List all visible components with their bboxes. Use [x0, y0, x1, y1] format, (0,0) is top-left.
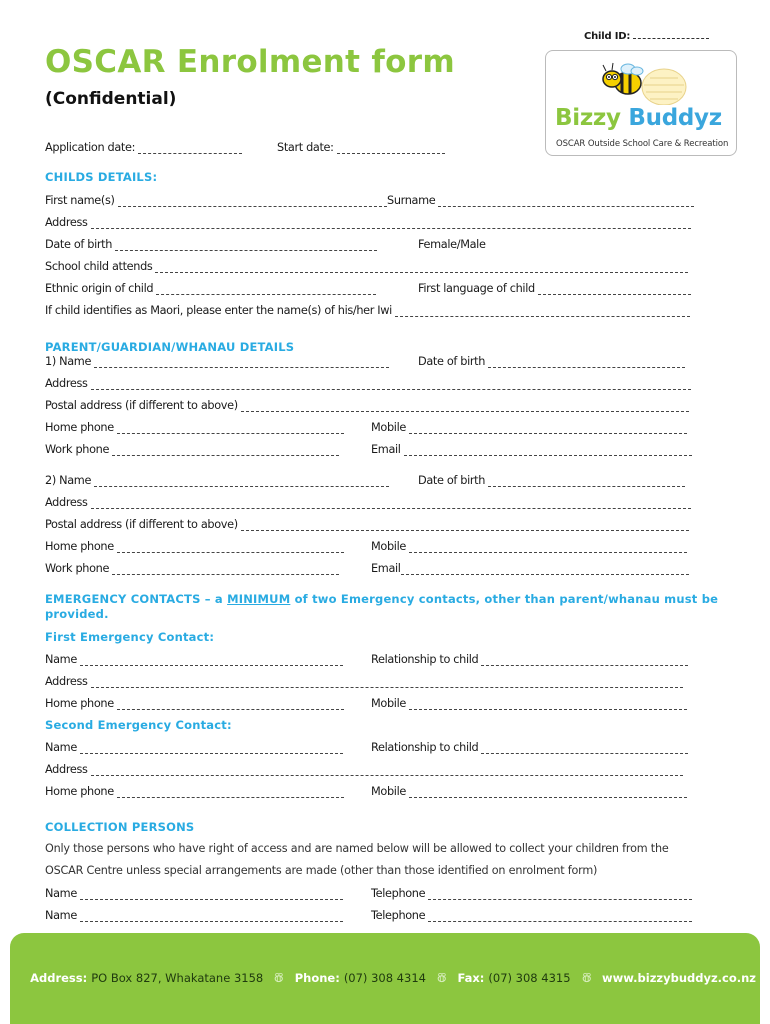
emergency1-home-phone-field	[45, 697, 344, 710]
collection2-telephone-label: Telephone	[371, 909, 426, 922]
child-ethnic-label: Ethnic origin of child	[45, 282, 154, 295]
emergency2-relationship-label: Relationship to child	[371, 741, 479, 754]
collection1-name-field	[45, 887, 343, 900]
emergency-heading-part1: EMERGENCY CONTACTS – a	[45, 592, 228, 606]
logo-tagline: OSCAR Outside School Care & Recreation	[556, 139, 729, 149]
collection1-name-label: Name	[45, 887, 77, 900]
parent2-mobile-input[interactable]	[409, 544, 687, 553]
parent2-address-input[interactable]	[91, 500, 691, 509]
parent1-email-input[interactable]	[404, 447, 692, 456]
child-surname-input[interactable]	[438, 198, 694, 207]
parent1-postal-field	[45, 399, 689, 412]
emergency2-mobile-field	[371, 785, 687, 798]
emergency1-mobile-label: Mobile	[371, 697, 406, 710]
emergency1-home-phone-input[interactable]	[117, 701, 344, 710]
parent2-email-field	[371, 562, 689, 575]
collection1-telephone-label: Telephone	[371, 887, 426, 900]
parent1-work-phone-input[interactable]	[112, 447, 339, 456]
application-date-field	[45, 141, 242, 154]
footer-fax-value: (07) 308 4315	[488, 971, 571, 985]
parent2-address-label: Address	[45, 496, 88, 509]
collection1-name-input[interactable]	[80, 891, 343, 900]
parent2-name-label: 2) Name	[45, 474, 92, 487]
child-gender-field[interactable]	[418, 238, 486, 251]
parent2-mobile-label: Mobile	[371, 540, 406, 553]
start-date-input[interactable]	[337, 145, 445, 154]
emergency2-name-input[interactable]	[80, 745, 343, 754]
bee-icon	[273, 970, 284, 986]
emergency2-home-phone-input[interactable]	[117, 789, 344, 798]
parent1-home-phone-label: Home phone	[45, 421, 114, 434]
emergency1-mobile-field	[371, 697, 687, 710]
parent2-address-field	[45, 496, 691, 509]
parent1-mobile-field	[371, 421, 687, 434]
emergency2-mobile-label: Mobile	[371, 785, 406, 798]
emergency2-address-label: Address	[45, 763, 88, 776]
child-id-label: Child ID:	[584, 31, 631, 42]
parent2-work-phone-field	[45, 562, 339, 575]
parent2-dob-field	[418, 474, 685, 487]
footer-fax-label: Fax:	[457, 971, 485, 985]
emergency1-address-field	[45, 675, 683, 688]
emergency2-address-field	[45, 763, 683, 776]
parent1-home-phone-input[interactable]	[117, 425, 344, 434]
parent2-name-field	[45, 474, 389, 487]
child-dob-input[interactable]	[115, 242, 377, 251]
child-first-names-input[interactable]	[118, 198, 387, 207]
parent1-address-label: Address	[45, 377, 88, 390]
emergency1-name-field	[45, 653, 343, 666]
parent1-mobile-label: Mobile	[371, 421, 406, 434]
child-language-input[interactable]	[538, 286, 691, 295]
footer-phone-label: Phone:	[294, 971, 340, 985]
parent1-postal-input[interactable]	[241, 403, 689, 412]
form-subtitle: (Confidential)	[45, 89, 177, 109]
parent2-work-phone-label: Work phone	[45, 562, 110, 575]
emergency1-mobile-input[interactable]	[409, 701, 687, 710]
logo-brand-buddyz: Buddyz	[628, 105, 722, 131]
emergency-heading-minimum: MINIMUM	[227, 592, 291, 606]
collection-persons-heading: COLLECTION PERSONS	[45, 820, 195, 834]
parent1-name-field	[45, 355, 389, 368]
emergency1-relationship-input[interactable]	[481, 657, 688, 666]
parent2-dob-input[interactable]	[488, 478, 685, 487]
emergency-contacts-heading	[45, 592, 718, 606]
parent2-postal-label: Postal address (if different to above)	[45, 518, 238, 531]
parent1-home-phone-field	[45, 421, 344, 434]
parent2-dob-label: Date of birth	[418, 474, 486, 487]
bee-icon	[581, 970, 592, 986]
parent1-email-label: Email	[371, 443, 401, 456]
child-language-field	[418, 282, 691, 295]
collection-paragraph-line1: Only those persons who have right of access and are named below will be allowed to collect your children from the	[45, 842, 669, 855]
parent2-email-label: Email	[371, 562, 401, 575]
form-title: OSCAR Enrolment form	[45, 44, 455, 80]
child-surname-label: Surname	[387, 194, 436, 207]
child-first-names-label: First name(s)	[45, 194, 115, 207]
child-address-input[interactable]	[91, 220, 691, 229]
child-school-label: School child attends	[45, 260, 153, 273]
parent1-name-input[interactable]	[94, 359, 389, 368]
parent2-name-input[interactable]	[94, 478, 389, 487]
parent1-dob-label: Date of birth	[418, 355, 486, 368]
child-address-label: Address	[45, 216, 88, 229]
logo-brand-bizzy: Bizzy	[555, 105, 621, 131]
emergency2-mobile-input[interactable]	[409, 789, 687, 798]
emergency1-name-input[interactable]	[80, 657, 343, 666]
emergency1-address-input[interactable]	[91, 679, 683, 688]
footer-phone-value: (07) 308 4314	[343, 971, 426, 985]
emergency-heading-line2: provided.	[45, 607, 109, 621]
parent1-mobile-input[interactable]	[409, 425, 687, 434]
parent2-home-phone-field	[45, 540, 344, 553]
parent1-work-phone-field	[45, 443, 339, 456]
parent2-work-phone-input[interactable]	[112, 566, 339, 575]
child-address-field	[45, 216, 691, 229]
collection2-name-label: Name	[45, 909, 77, 922]
emergency1-name-label: Name	[45, 653, 77, 666]
childs-details-heading: CHILDS DETAILS:	[45, 170, 158, 184]
child-dob-field	[45, 238, 377, 251]
collection2-name-input[interactable]	[80, 913, 343, 922]
emergency2-relationship-input[interactable]	[481, 745, 688, 754]
bee-hive-icon	[598, 59, 690, 105]
parent1-name-label: 1) Name	[45, 355, 92, 368]
logo-brand-text	[555, 105, 722, 131]
emergency1-relationship-field	[371, 653, 688, 666]
child-surname-field	[387, 194, 694, 207]
parent1-dob-input[interactable]	[488, 359, 685, 368]
child-first-names-field	[45, 194, 387, 207]
emergency2-home-phone-field	[45, 785, 344, 798]
parent-details-heading: PARENT/GUARDIAN/WHANAU DETAILS	[45, 340, 295, 354]
parent1-address-input[interactable]	[91, 381, 691, 390]
child-language-label: First language of child	[418, 282, 535, 295]
parent2-postal-input[interactable]	[241, 522, 689, 531]
parent1-address-field	[45, 377, 691, 390]
child-ethnic-input[interactable]	[156, 286, 376, 295]
parent1-postal-label: Postal address (if different to above)	[45, 399, 238, 412]
second-emergency-heading: Second Emergency Contact:	[45, 718, 232, 732]
application-date-input[interactable]	[138, 145, 242, 154]
child-school-field	[45, 260, 688, 273]
emergency2-name-label: Name	[45, 741, 77, 754]
child-id-field	[584, 31, 709, 42]
parent2-home-phone-label: Home phone	[45, 540, 114, 553]
collection1-telephone-input[interactable]	[428, 891, 692, 900]
parent2-mobile-field	[371, 540, 687, 553]
child-school-input[interactable]	[155, 264, 688, 273]
parent1-dob-field	[418, 355, 685, 368]
contact-footer	[10, 933, 760, 1024]
collection2-name-field	[45, 909, 343, 922]
collection2-telephone-field	[371, 909, 692, 922]
child-id-input[interactable]	[633, 31, 709, 39]
parent1-email-field	[371, 443, 692, 456]
emergency1-address-label: Address	[45, 675, 88, 688]
collection1-telephone-field	[371, 887, 692, 900]
bizzy-buddyz-logo	[545, 50, 737, 156]
emergency2-home-phone-label: Home phone	[45, 785, 114, 798]
emergency2-name-field	[45, 741, 343, 754]
emergency2-relationship-field	[371, 741, 688, 754]
emergency2-address-input[interactable]	[91, 767, 683, 776]
application-date-label: Application date:	[45, 141, 136, 154]
start-date-label: Start date:	[277, 141, 334, 154]
footer-address-label: Address:	[30, 971, 88, 985]
child-iwi-field	[45, 304, 690, 317]
emergency1-relationship-label: Relationship to child	[371, 653, 479, 666]
parent1-work-phone-label: Work phone	[45, 443, 110, 456]
parent2-home-phone-input[interactable]	[117, 544, 344, 553]
parent2-postal-field	[45, 518, 689, 531]
footer-contact-row	[10, 967, 760, 989]
collection-paragraph-line2: OSCAR Centre unless special arrangements are made (other than those identified on enrolment form)	[45, 864, 598, 877]
emergency1-home-phone-label: Home phone	[45, 697, 114, 710]
child-dob-label: Date of birth	[45, 238, 113, 251]
logo-reflection	[553, 158, 733, 178]
child-gender-label: Female/Male	[418, 238, 486, 251]
child-ethnic-field	[45, 282, 376, 295]
start-date-field	[277, 141, 445, 154]
child-iwi-label: If child identifies as Maori, please enter the name(s) of his/her Iwi	[45, 304, 392, 317]
footer-website-link[interactable]: www.bizzybuddyz.co.nz	[602, 971, 757, 985]
first-emergency-heading: First Emergency Contact:	[45, 630, 215, 644]
collection2-telephone-input[interactable]	[428, 913, 692, 922]
emergency-heading-part2: of two Emergency contacts, other than parent/whanau must be	[290, 592, 719, 606]
footer-address-value: PO Box 827, Whakatane 3158	[91, 971, 264, 985]
parent2-email-input[interactable]	[401, 566, 689, 575]
bee-icon	[436, 970, 447, 986]
child-iwi-input[interactable]	[395, 308, 690, 317]
